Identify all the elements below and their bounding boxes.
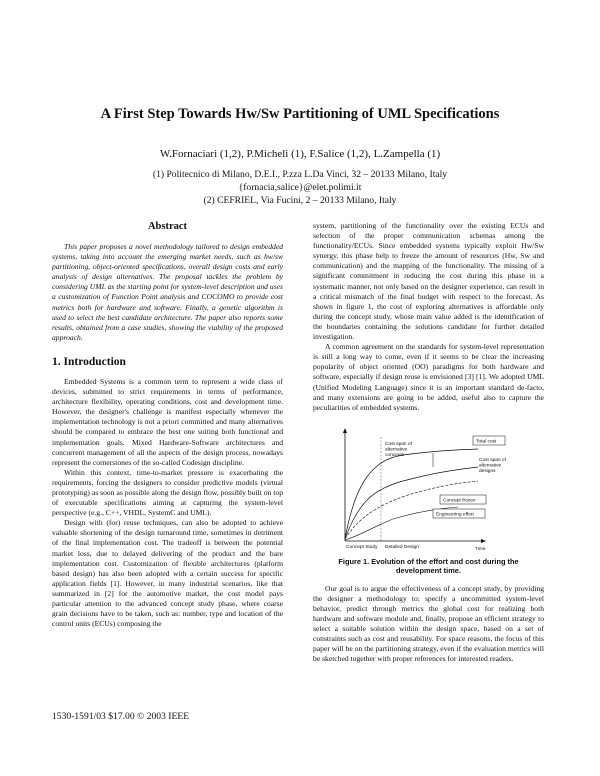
- author-email: {fornacia,salice}@elet.polimi.it: [238, 182, 362, 193]
- label-cost-span-concepts-2: alternative: [385, 447, 408, 453]
- right-paragraph-2: A common agreement on the standards for system-level representation is still a long way to come, even if it seems to be clear the increasing popularity of object oriented (OO) paradigms for both hardware and software, especially if design reuse is envisioned [3] [1]. We adopted UML (Unified Modeling Language) since it is an important standard de-facto, and many extensions are going to be added, useful also to capture the peculiarities of embedded systems.: [313, 342, 544, 412]
- right-paragraph-1: system, partitioning of the functionality over the existing ECUs and selection of the proper communication schemas among the functionality/ECUs. Since embedded systems typically exploit Hw/Sw synergy, this phase help to freeze the amount of resources (Hw, Sw and communication) and the mapping of the functionality. The missing of a significant commitment in reducing the cost during this phase in a systematic manner, not only based on the designer experience, can result in a critical mismatch of the final budget with respect to the forecast. As shown in figure 1, the cost of exploring alternatives is affordable only during the concept study, whose main value added is the identification of the boundaries containing the solutions candidate for further detailed investigation.: [313, 221, 544, 342]
- label-cost-span-concepts-3: concepts: [385, 452, 405, 458]
- label-detailed-design: Detailed Design: [385, 544, 419, 550]
- abstract-text: This paper proposes a novel methodology tailored to design embedded systems, taking into account the emerging market needs, such as hw/sw partitioning, object-oriented specifications, overall design costs and early analysis of design alternatives. The proposal tackles the problem by considering UML as the starting point for system-level description and uses a customization of Function Point analysis and COCOMO to provide cost metrics both for hardware and software. Finally, a genetic algorithm is used to select the best candidate architecture. The paper also reports some results, obtained from a case studies, showing the viability of the proposed approach.: [52, 242, 283, 342]
- label-cost-span-designs-2: alternative: [479, 463, 502, 469]
- label-engineering-effort: Engineering effort: [436, 512, 474, 518]
- effort-cost-diagram: [313, 423, 544, 555]
- author-list: W.Fornaciari (1,2), P.Micheli (1), F.Salice (1,2), L.Zampella (1): [159, 148, 441, 160]
- label-time: Time: [475, 546, 486, 552]
- affiliations: [0, 168, 600, 207]
- label-concept-frozen: Concept frozen: [443, 498, 476, 504]
- affiliation-polimi: (1) Politecnico di Milano, D.E.I., P.zza L.Da Vinci, 32 – 20133 Milano, Italy: [152, 169, 448, 180]
- x-axis-arrow-icon: [481, 539, 486, 543]
- label-concept-study: Concept Study: [346, 544, 378, 550]
- section-heading-introduction: 1. Introduction: [52, 355, 126, 368]
- paper-title: A First Step Towards Hw/Sw Partitioning of UML Specifications: [100, 106, 500, 122]
- intro-paragraph-3: Design with (for) reuse techniques, can also be adopted to achieve valuable shortening of the design turnaround time, sometimes in detriment of the final implementation cost. The tradeoff is between the potential market loss, due to delayed delivering of the product and the bare implementation cost. Customization of flexible architectures (platform based design) has also been adopted with a certain success for specific application fields [1]. However, in many industrial scenarios, like that summarized in [2] for the automotive market, the cost model pays particular attention to the advanced concept study phase, where coarse grain decisions have to be taken, such as: number, type and location of the control units (ECUs) composing the: [52, 518, 283, 629]
- affiliation-cefriel: (2) CEFRIEL, Via Fucini, 2 – 20133 Milano, Italy: [203, 195, 397, 206]
- left-column: [52, 221, 283, 629]
- label-total-cost: Total cost: [476, 439, 497, 445]
- figure-1: [313, 423, 544, 576]
- abstract: [52, 242, 283, 343]
- copyright-footer: 1530-1591/03 $17.00 © 2003 IEEE: [52, 711, 190, 722]
- y-axis-arrow-icon: [343, 428, 347, 433]
- intro-paragraph-2: Within this context, time-to-market pressure is exacerbating the requirements, forcing the designers to consider predictive models (virtual prototyping) as soon as possible along the design flow, possibly built on top of executable specifications aiming at capturing the system-level perspective (e.g., C++, VHDL, SystemC and UML).: [52, 467, 283, 518]
- label-cost-span-concepts-1: Cost span of: [385, 441, 412, 447]
- abstract-heading: Abstract: [147, 221, 188, 232]
- right-column: [313, 221, 544, 665]
- figure-caption: Figure 1. Evolution of the effort and cost during the development time.: [338, 556, 519, 576]
- right-paragraph-3: Our goal is to argue the effectiveness of a concept study, by providing the designer a methodology to: specify a uncommitted system-level behavior, predict through metrics the global cost for realizing both hardware and software module and, finally, propose an efficient strategy to select a suitable solution within the design space, based on a set of constraints such as cost and reusability. For space reasons, the focus of this paper will be on the partitioning strategy, even if the evaluation metrics will be sketched together with proper references for interested readers.: [313, 583, 544, 664]
- label-cost-span-designs-1: Cost span of: [479, 457, 506, 463]
- label-cost-span-designs-3: designs: [479, 468, 496, 474]
- intro-paragraph-1: Embedded Systems is a common term to represent a wide class of devices, submitted to strict requirements in terms of performance, architecture flexibility, operating conditions, cost and development time. However, the designer's challenge is manifest especially whenever the implementation technology is not a priori committed and many alternatives should be compared to embrace the best one suiting both functional and implementation goals. Mixed Hardware-Software architectures and concurrent management of all the aspects of the design process, nowadays represent the cornerstones of the so-called Codesign discipline.: [52, 376, 283, 467]
